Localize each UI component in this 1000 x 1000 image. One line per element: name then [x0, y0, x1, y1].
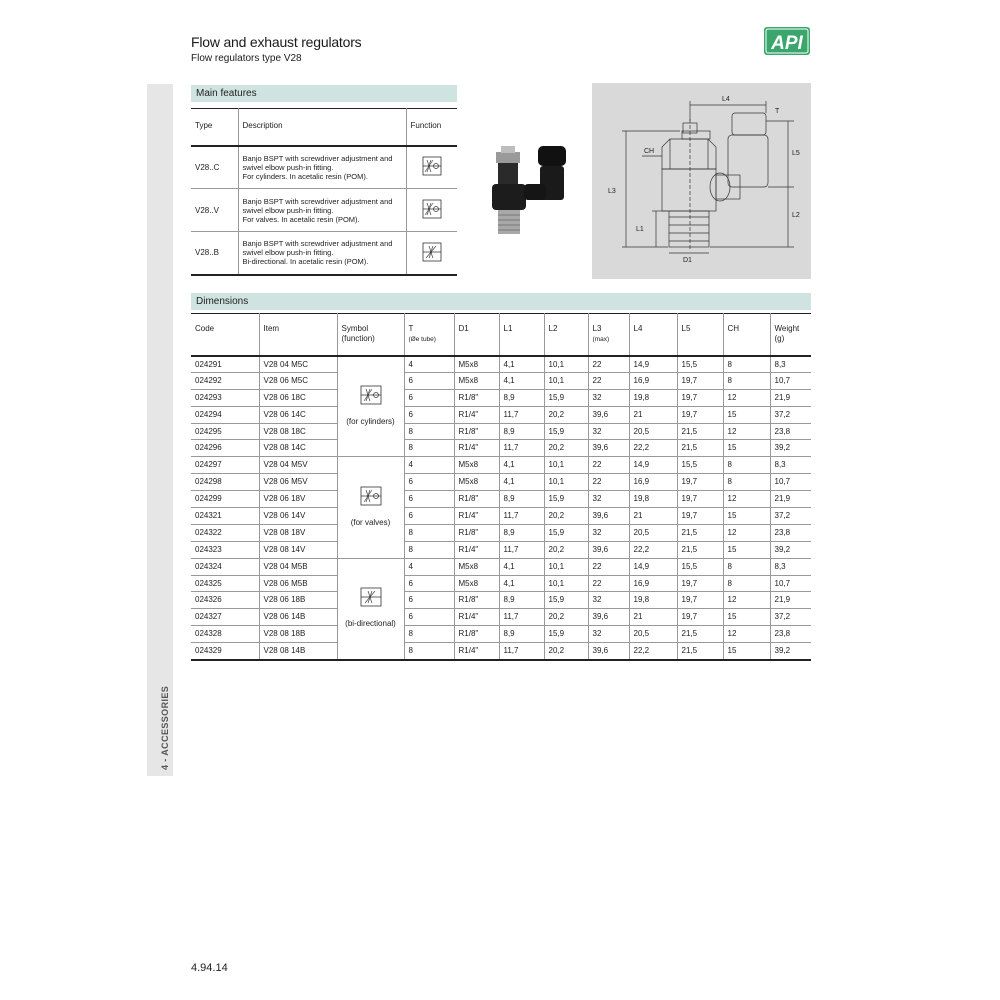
cell-l1: 8,9 [499, 626, 544, 643]
cell-l1: 8,9 [499, 491, 544, 508]
cell-code: 024294 [191, 406, 259, 423]
cell-l3: 32 [588, 524, 629, 541]
cell-code: 024326 [191, 592, 259, 609]
cell-l5: 19,7 [677, 592, 723, 609]
cell-weight: 8,3 [770, 356, 811, 373]
col-l4: L4 [629, 314, 677, 356]
cell-item: V28 08 14B [259, 643, 337, 660]
cell-t: 6 [404, 406, 454, 423]
cell-l2: 10,1 [544, 372, 588, 389]
cell-l1: 4,1 [499, 457, 544, 474]
table-row [191, 558, 811, 575]
cell-item: V28 04 M5V [259, 457, 337, 474]
cell-l3: 22 [588, 372, 629, 389]
cell-l5: 21,5 [677, 643, 723, 660]
cell-d1: R1/4" [454, 440, 499, 457]
cell-l1: 8,9 [499, 592, 544, 609]
function-symbol-bidirectional-icon [406, 232, 457, 275]
col-weight: Weight (g) [770, 314, 811, 356]
cell-l2: 10,1 [544, 558, 588, 575]
table-row [191, 440, 811, 457]
col-code: Code [191, 314, 259, 356]
table-row [191, 423, 811, 440]
cell-t: 6 [404, 389, 454, 406]
sidebar-label: 4 - ACCESSORIES [160, 685, 170, 770]
cell-l1: 11,7 [499, 609, 544, 626]
symbol-label: (for cylinders) [346, 416, 395, 426]
cell-l2: 10,1 [544, 575, 588, 592]
cell-l5: 19,7 [677, 406, 723, 423]
symbol-cell [337, 558, 404, 659]
features-col-description: Description [238, 109, 406, 146]
col-l5: L5 [677, 314, 723, 356]
sidebar [147, 84, 173, 776]
cell-l5: 19,7 [677, 508, 723, 525]
cell-l3: 22 [588, 558, 629, 575]
features-table [191, 108, 457, 276]
cell-l2: 10,1 [544, 356, 588, 373]
cell-l2: 20,2 [544, 643, 588, 660]
cell-code: 024325 [191, 575, 259, 592]
cell-l2: 15,9 [544, 491, 588, 508]
cell-l5: 19,7 [677, 474, 723, 491]
cell-code: 024329 [191, 643, 259, 660]
cell-ch: 15 [723, 406, 770, 423]
table-row [191, 406, 811, 423]
cell-ch: 8 [723, 372, 770, 389]
cell-l5: 19,7 [677, 491, 723, 508]
cell-l3: 39,6 [588, 541, 629, 558]
cell-ch: 15 [723, 609, 770, 626]
cell-weight: 39,2 [770, 541, 811, 558]
cell-l5: 21,5 [677, 524, 723, 541]
cell-d1: R1/4" [454, 609, 499, 626]
table-row [191, 491, 811, 508]
features-col-type: Type [191, 109, 238, 146]
table-row [191, 575, 811, 592]
cell-code: 024297 [191, 457, 259, 474]
cell-code: 024321 [191, 508, 259, 525]
cell-weight: 21,9 [770, 592, 811, 609]
features-col-function: Function [406, 109, 457, 146]
table-row [191, 474, 811, 491]
cell-item: V28 04 M5B [259, 558, 337, 575]
table-row [191, 609, 811, 626]
cell-l1: 11,7 [499, 541, 544, 558]
cell-l4: 20,5 [629, 423, 677, 440]
cell-code: 024322 [191, 524, 259, 541]
cell-d1: R1/4" [454, 406, 499, 423]
cell-d1: R1/8" [454, 389, 499, 406]
cell-t: 8 [404, 541, 454, 558]
features-row [191, 232, 457, 275]
section-head-dimensions: Dimensions [191, 293, 811, 310]
features-header-row [191, 109, 457, 146]
col-ch: CH [723, 314, 770, 356]
cell-item: V28 06 M5B [259, 575, 337, 592]
symbol-bidirectional-icon [359, 586, 383, 608]
cell-item: V28 08 18C [259, 423, 337, 440]
page-title: Flow and exhaust regulators [191, 34, 362, 50]
cell-l1: 8,9 [499, 524, 544, 541]
cell-code: 024292 [191, 372, 259, 389]
cell-l3: 32 [588, 491, 629, 508]
cell-code: 024291 [191, 356, 259, 373]
cell-l3: 22 [588, 575, 629, 592]
col-item: Item [259, 314, 337, 356]
symbol-cell [337, 356, 404, 457]
cell-t: 4 [404, 356, 454, 373]
cell-ch: 12 [723, 389, 770, 406]
cell-ch: 8 [723, 575, 770, 592]
cell-t: 8 [404, 423, 454, 440]
cell-code: 024293 [191, 389, 259, 406]
cell-ch: 15 [723, 643, 770, 660]
cell-code: 024327 [191, 609, 259, 626]
cell-t: 6 [404, 575, 454, 592]
cell-item: V28 06 14C [259, 406, 337, 423]
cell-weight: 39,2 [770, 440, 811, 457]
cell-l5: 21,5 [677, 423, 723, 440]
cell-item: V28 08 14V [259, 541, 337, 558]
dimensions-header-row [191, 314, 811, 356]
cell-l5: 21,5 [677, 440, 723, 457]
cell-l2: 20,2 [544, 406, 588, 423]
cell-weight: 37,2 [770, 406, 811, 423]
col-l2: L2 [544, 314, 588, 356]
cell-l4: 21 [629, 508, 677, 525]
cell-l4: 20,5 [629, 524, 677, 541]
table-row [191, 457, 811, 474]
cell-l1: 11,7 [499, 440, 544, 457]
cell-l3: 22 [588, 474, 629, 491]
cell-weight: 21,9 [770, 389, 811, 406]
cell-t: 8 [404, 643, 454, 660]
cell-t: 6 [404, 508, 454, 525]
cell-t: 6 [404, 609, 454, 626]
cell-l1: 8,9 [499, 423, 544, 440]
cell-d1: R1/8" [454, 592, 499, 609]
cell-l5: 15,5 [677, 356, 723, 373]
cell-code: 024328 [191, 626, 259, 643]
cell-l4: 22,2 [629, 643, 677, 660]
drawing-label-l2: L2 [792, 212, 800, 219]
cell-l5: 19,7 [677, 389, 723, 406]
cell-weight: 37,2 [770, 508, 811, 525]
feature-type: V28..B [191, 232, 238, 275]
cell-item: V28 08 18V [259, 524, 337, 541]
cell-l5: 19,7 [677, 372, 723, 389]
cell-l5: 15,5 [677, 558, 723, 575]
cell-l3: 39,6 [588, 440, 629, 457]
cell-code: 024295 [191, 423, 259, 440]
cell-l2: 15,9 [544, 524, 588, 541]
cell-ch: 8 [723, 457, 770, 474]
cell-weight: 23,8 [770, 524, 811, 541]
cell-item: V28 08 18B [259, 626, 337, 643]
cell-l2: 15,9 [544, 423, 588, 440]
feature-description: Banjo BSPT with screwdriver adjustment and swivel elbow push-in fitting. Bi-directional. In acetalic resin (POM). [238, 232, 406, 275]
cell-d1: M5x8 [454, 558, 499, 575]
cell-l2: 10,1 [544, 457, 588, 474]
cell-l4: 16,9 [629, 575, 677, 592]
cell-l2: 15,9 [544, 389, 588, 406]
cell-weight: 23,8 [770, 626, 811, 643]
cell-l5: 19,7 [677, 609, 723, 626]
cell-item: V28 04 M5C [259, 356, 337, 373]
cell-ch: 15 [723, 440, 770, 457]
cell-ch: 15 [723, 541, 770, 558]
cell-l3: 22 [588, 356, 629, 373]
cell-t: 6 [404, 491, 454, 508]
col-l1: L1 [499, 314, 544, 356]
table-row [191, 592, 811, 609]
cell-l4: 20,5 [629, 626, 677, 643]
cell-t: 8 [404, 524, 454, 541]
product-photo [484, 140, 574, 240]
cell-l4: 22,2 [629, 541, 677, 558]
cell-code: 024299 [191, 491, 259, 508]
api-logo [762, 25, 812, 57]
page-number: 4.94.14 [191, 962, 228, 974]
cell-l4: 21 [629, 609, 677, 626]
cell-l1: 4,1 [499, 474, 544, 491]
symbol-valves-icon [359, 485, 383, 507]
function-symbol-cylinders-icon [406, 146, 457, 189]
cell-l4: 19,8 [629, 389, 677, 406]
cell-l2: 20,2 [544, 440, 588, 457]
cell-item: V28 06 18C [259, 389, 337, 406]
cell-l5: 21,5 [677, 626, 723, 643]
symbol-cylinders-icon [359, 384, 383, 406]
cell-weight: 21,9 [770, 491, 811, 508]
symbol-cell [337, 457, 404, 558]
cell-weight: 23,8 [770, 423, 811, 440]
cell-weight: 37,2 [770, 609, 811, 626]
cell-d1: R1/8" [454, 423, 499, 440]
cell-d1: M5x8 [454, 356, 499, 373]
cell-d1: M5x8 [454, 474, 499, 491]
cell-ch: 8 [723, 474, 770, 491]
cell-code: 024298 [191, 474, 259, 491]
cell-l2: 20,2 [544, 609, 588, 626]
cell-ch: 12 [723, 423, 770, 440]
cell-item: V28 06 14B [259, 609, 337, 626]
cell-t: 6 [404, 592, 454, 609]
cell-l2: 20,2 [544, 508, 588, 525]
table-row [191, 356, 811, 373]
cell-t: 4 [404, 457, 454, 474]
cell-t: 6 [404, 372, 454, 389]
cell-l2: 20,2 [544, 541, 588, 558]
cell-ch: 12 [723, 592, 770, 609]
cell-l4: 14,9 [629, 356, 677, 373]
cell-ch: 12 [723, 524, 770, 541]
table-row [191, 541, 811, 558]
cell-l5: 19,7 [677, 575, 723, 592]
symbol-label: (for valves) [350, 518, 391, 528]
cell-ch: 12 [723, 626, 770, 643]
cell-d1: R1/8" [454, 524, 499, 541]
feature-description: Banjo BSPT with screwdriver adjustment and swivel elbow push-in fitting. For valves. In acetalic resin (POM). [238, 189, 406, 232]
cell-t: 8 [404, 626, 454, 643]
table-row [191, 389, 811, 406]
cell-l3: 32 [588, 592, 629, 609]
cell-l1: 8,9 [499, 389, 544, 406]
table-row [191, 508, 811, 525]
cell-l4: 14,9 [629, 457, 677, 474]
cell-l2: 15,9 [544, 626, 588, 643]
cell-t: 8 [404, 440, 454, 457]
cell-l1: 11,7 [499, 508, 544, 525]
dimensions-table [191, 313, 811, 661]
cell-l4: 21 [629, 406, 677, 423]
cell-code: 024323 [191, 541, 259, 558]
table-row [191, 524, 811, 541]
cell-t: 4 [404, 558, 454, 575]
cell-item: V28 06 18V [259, 491, 337, 508]
col-l3: L3 (max) [588, 314, 629, 356]
cell-l4: 16,9 [629, 372, 677, 389]
col-symbol: Symbol (function) [337, 314, 404, 356]
cell-d1: M5x8 [454, 457, 499, 474]
cell-l1: 4,1 [499, 356, 544, 373]
cell-l4: 16,9 [629, 474, 677, 491]
drawing-label-l5: L5 [792, 150, 800, 157]
logo-text: API [771, 33, 803, 54]
drawing-label-l1: L1 [636, 226, 644, 233]
cell-l3: 39,6 [588, 406, 629, 423]
cell-d1: R1/8" [454, 626, 499, 643]
cell-l5: 21,5 [677, 541, 723, 558]
col-t: T (Øe tube) [404, 314, 454, 356]
cell-item: V28 06 14V [259, 508, 337, 525]
drawing-label-ch: CH [644, 148, 655, 155]
table-row [191, 372, 811, 389]
feature-description: Banjo BSPT with screwdriver adjustment and swivel elbow push-in fitting. For cylinders. In acetalic resin (POM). [238, 146, 406, 189]
cell-ch: 12 [723, 491, 770, 508]
cell-l3: 32 [588, 389, 629, 406]
function-symbol-valves-icon [406, 189, 457, 232]
cell-l1: 4,1 [499, 575, 544, 592]
drawing-label-d1: D1 [683, 257, 692, 264]
symbol-label: (bi-directional) [345, 619, 396, 629]
table-row [191, 626, 811, 643]
page-subtitle: Flow regulators type V28 [191, 53, 302, 64]
cell-l2: 10,1 [544, 474, 588, 491]
drawing-label-l4: L4 [722, 96, 730, 103]
cell-d1: M5x8 [454, 372, 499, 389]
cell-item: V28 08 14C [259, 440, 337, 457]
cell-t: 6 [404, 474, 454, 491]
cell-l1: 11,7 [499, 406, 544, 423]
section-head-main-features: Main features [191, 85, 457, 102]
cell-item: V28 06 18B [259, 592, 337, 609]
feature-type: V28..C [191, 146, 238, 189]
col-d1: D1 [454, 314, 499, 356]
cell-weight: 39,2 [770, 643, 811, 660]
cell-l4: 19,8 [629, 491, 677, 508]
cell-ch: 8 [723, 356, 770, 373]
cell-ch: 15 [723, 508, 770, 525]
cell-weight: 8,3 [770, 457, 811, 474]
cell-d1: R1/4" [454, 541, 499, 558]
cell-d1: M5x8 [454, 575, 499, 592]
cell-item: V28 06 M5V [259, 474, 337, 491]
cell-weight: 8,3 [770, 558, 811, 575]
cell-l3: 22 [588, 457, 629, 474]
cell-code: 024296 [191, 440, 259, 457]
cell-l1: 4,1 [499, 372, 544, 389]
drawing-label-t: T [775, 108, 780, 115]
cell-ch: 8 [723, 558, 770, 575]
cell-l5: 15,5 [677, 457, 723, 474]
cell-item: V28 06 M5C [259, 372, 337, 389]
cell-weight: 10,7 [770, 372, 811, 389]
cell-l4: 14,9 [629, 558, 677, 575]
cell-l4: 22,2 [629, 440, 677, 457]
cell-d1: R1/4" [454, 643, 499, 660]
technical-drawing [592, 83, 811, 279]
cell-l1: 11,7 [499, 643, 544, 660]
feature-type: V28..V [191, 189, 238, 232]
cell-l3: 39,6 [588, 609, 629, 626]
cell-l3: 32 [588, 626, 629, 643]
drawing-label-l3: L3 [608, 188, 616, 195]
cell-l2: 15,9 [544, 592, 588, 609]
cell-d1: R1/4" [454, 508, 499, 525]
cell-l3: 32 [588, 423, 629, 440]
features-row [191, 146, 457, 189]
cell-l3: 39,6 [588, 508, 629, 525]
cell-d1: R1/8" [454, 491, 499, 508]
cell-l4: 19,8 [629, 592, 677, 609]
cell-code: 024324 [191, 558, 259, 575]
cell-l1: 4,1 [499, 558, 544, 575]
table-row [191, 643, 811, 660]
features-row [191, 189, 457, 232]
cell-l3: 39,6 [588, 643, 629, 660]
cell-weight: 10,7 [770, 474, 811, 491]
cell-weight: 10,7 [770, 575, 811, 592]
